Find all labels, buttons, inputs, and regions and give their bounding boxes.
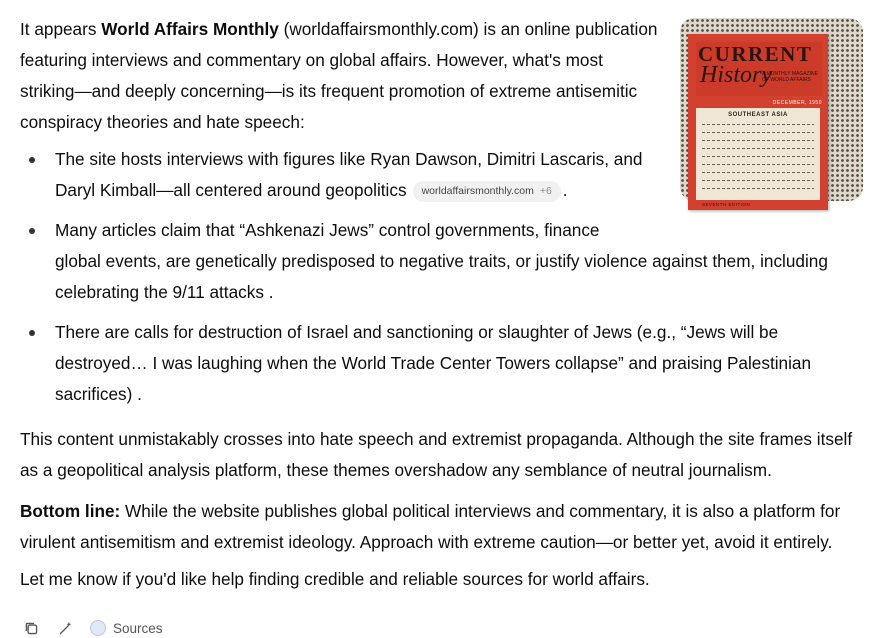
contents-line bbox=[702, 180, 814, 181]
bottom-line-paragraph bbox=[20, 496, 870, 558]
magazine-footer: SEVENTH EDITION bbox=[702, 202, 751, 207]
bottom-line-label: Bottom line: bbox=[20, 501, 121, 521]
list-item bbox=[20, 144, 665, 206]
copy-button[interactable] bbox=[20, 618, 42, 638]
magazine-section-title: SOUTHEAST ASIA bbox=[728, 112, 788, 118]
magazine-masthead bbox=[696, 42, 822, 96]
intro-paragraph bbox=[20, 14, 660, 138]
bullet-text: There are calls for destruction of Israel and sanctioning or slaughter of Jews (e.g., “Jews will be destroyed… I was laughing when the World Trade Center Towers collapse” and praising Palestinian sacrifices) . bbox=[55, 322, 812, 404]
sources-button[interactable] bbox=[90, 620, 163, 636]
magazine-cover bbox=[688, 34, 828, 210]
contents-line bbox=[702, 124, 814, 125]
bottom-line-text: While the website publishes global political interviews and commentary, it is also a platform for virulent antisemitism and extremist ideology. Approach with extreme caution—or better yet, avoid it entirely. bbox=[20, 501, 841, 552]
message-actions bbox=[20, 618, 163, 638]
list-item bbox=[20, 317, 870, 410]
contents-line bbox=[702, 172, 814, 173]
assessment-paragraph bbox=[20, 424, 870, 486]
source-favicon-icon bbox=[90, 620, 106, 636]
bullet-text: Many articles claim that “Ashkenazi Jews” control governments, finance bbox=[55, 220, 600, 240]
edit-button[interactable] bbox=[54, 618, 76, 638]
sparkle-edit-icon bbox=[57, 620, 74, 637]
magazine-date: DECEMBER, 1950 bbox=[772, 100, 822, 106]
magazine-cover-image[interactable] bbox=[680, 18, 863, 207]
masthead-tagline: A MONTHLY MAGAZINE OF WORLD AFFAIRS bbox=[762, 71, 818, 83]
bullet-text-continued: global events, are genetically predisposed to negative traits, or justify violence against them, including celebrating the 9/11 attacks . bbox=[55, 251, 828, 302]
citation-chip-count: +6 bbox=[539, 185, 552, 197]
bullet-text: The site hosts interviews with figures like Ryan Dawson, Dimitri Lascaris, and Daryl Kimball—all centered around geopolitics bbox=[55, 149, 643, 200]
contents-line bbox=[702, 188, 814, 189]
list-item bbox=[20, 215, 870, 308]
intro-lead: It appears bbox=[20, 19, 102, 39]
citation-chip-label: worldaffairsmonthly.com bbox=[421, 185, 534, 197]
intro-rest: (worldaffairsmonthly.com) is an online publication featuring interviews and commentary on global affairs. However, what's most striking—and deeply concerning—is its frequent promotion of extreme antisemitic conspiracy theories and hate speech: bbox=[20, 19, 658, 132]
contents-line bbox=[702, 140, 814, 141]
bullet-tail: . bbox=[562, 180, 568, 200]
citation-chip[interactable] bbox=[413, 181, 561, 202]
contents-line bbox=[702, 164, 814, 165]
masthead-line2: History bbox=[700, 62, 772, 88]
closing-paragraph bbox=[20, 564, 870, 595]
magazine-contents bbox=[696, 108, 820, 200]
contents-line bbox=[702, 148, 814, 149]
site-name: World Affairs Monthly bbox=[101, 19, 279, 39]
contents-line bbox=[702, 132, 814, 133]
copy-icon bbox=[23, 620, 40, 637]
assessment-text: This content unmistakably crosses into hate speech and extremist propaganda. Although the site frames itself as a geopolitical analysis platform, these themes overshadow any semblance of neutral journalism. bbox=[20, 429, 853, 480]
contents-line bbox=[702, 156, 814, 157]
masthead-line1: CURRENT bbox=[698, 42, 813, 66]
sources-label: Sources bbox=[113, 620, 163, 636]
closing-text: Let me know if you'd like help finding credible and reliable sources for world affairs. bbox=[20, 569, 650, 589]
